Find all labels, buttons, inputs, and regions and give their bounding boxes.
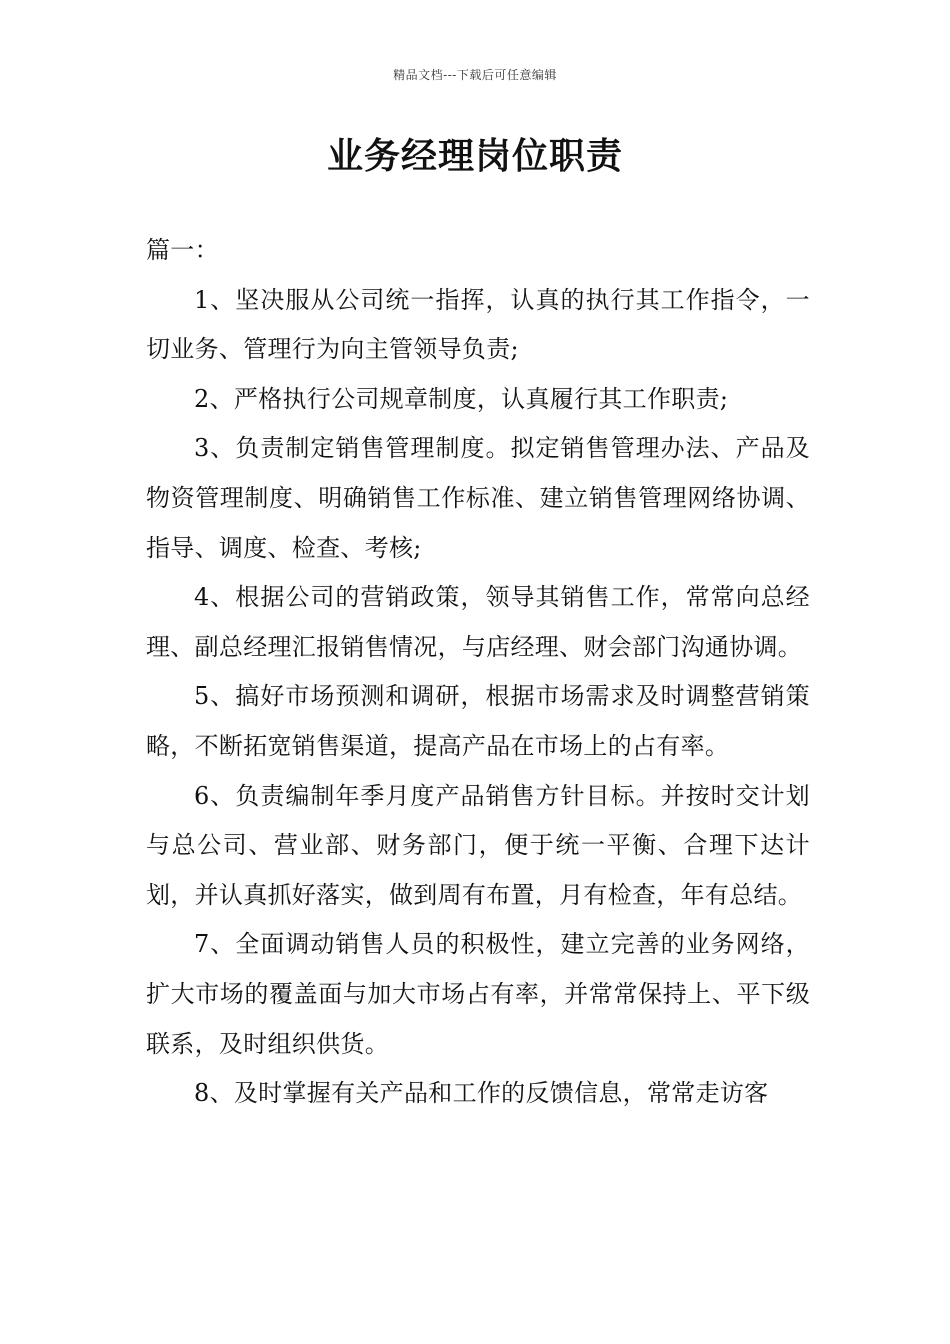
document-title: 业务经理岗位职责 [326,136,623,177]
paragraph-4: 4、根据公司的营销政策，领导其销售工作，常常向总经理、副总经理汇报销售情况，与店经理、财会部门沟通协调。 [146,583,810,661]
document-body [146,226,810,1119]
paragraph-8: 8、及时掌握有关产品和工作的反馈信息，常常走访客 [194,1079,769,1108]
paragraph-7: 7、全面调动销售人员的积极性，建立完善的业务网络，扩大市场的覆盖面与加大市场占有率，并常常保持上、平下级联系，及时组织供货。 [146,930,810,1058]
paragraph-2: 2、严格执行公司规章制度，认真履行其工作职责; [194,384,729,413]
paragraph-6: 6、负责编制年季月度产品销售方针目标。并按时交计划与总公司、营业部、财务部门，便于统一平衡、合理下达计划，并认真抓好落实，做到周有布置，月有检查，年有总结。 [146,781,810,909]
header-note: 精品文档---下载后可任意编辑 [393,68,557,82]
paragraph-3: 3、负责制定销售管理制度。拟定销售管理办法、产品及物资管理制度、明确销售工作标准、建立销售管理网络协调、指导、调度、检查、考核; [146,434,810,562]
paragraph-5: 5、搞好市场预测和调研，根据市场需求及时调整营销策略，不断拓宽销售渠道，提高产品在市场上的占有率。 [146,682,810,760]
paragraph-1: 1、坚决服从公司统一指挥，认真的执行其工作指令，一切业务、管理行为向主管领导负责; [146,285,810,364]
section-label: 篇一： [146,236,219,264]
